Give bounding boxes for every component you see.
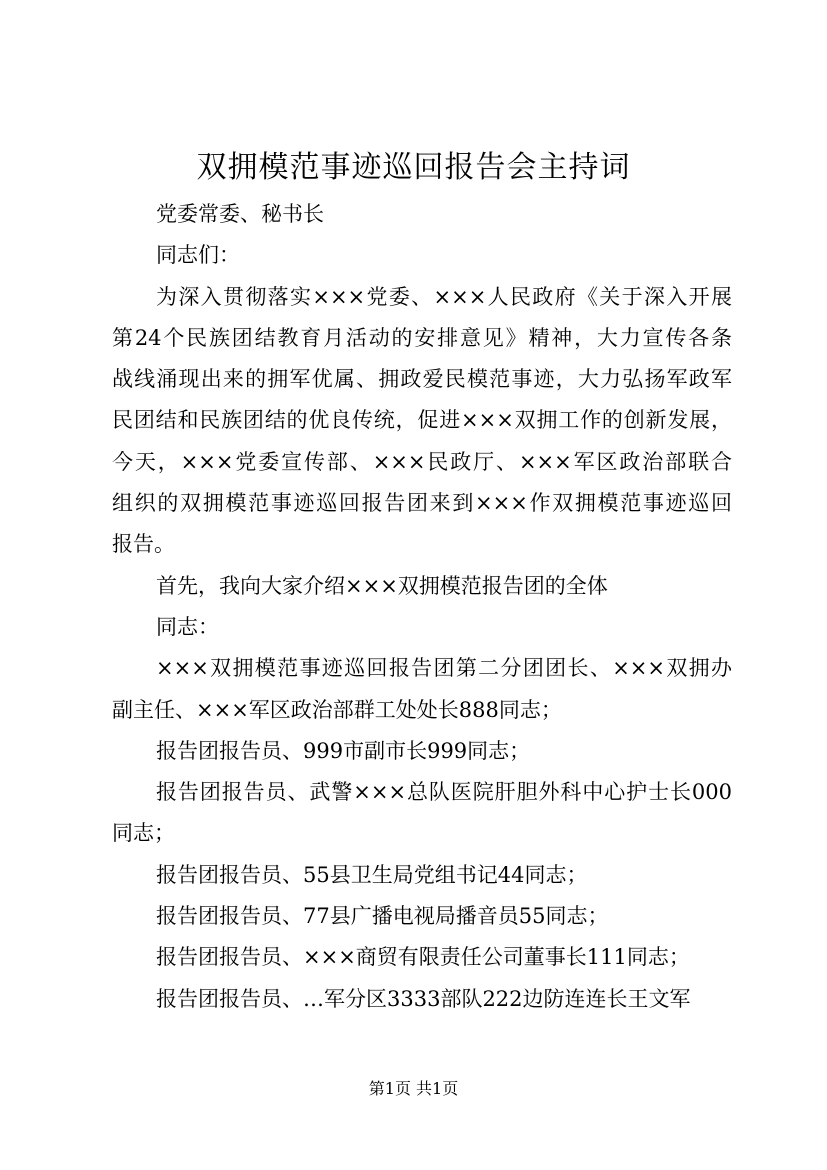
body-line: 报告团报告员、77县广播电视局播音员55同志； — [156, 904, 609, 929]
body-line: 副主任、×××军区政治部群工处处长888同志； — [112, 697, 562, 722]
body-line: 同志们： — [156, 243, 240, 268]
body-line: 报告。 — [112, 532, 175, 557]
body-line: 第24个民族团结教育月活动的安排意见》精神，大力宣传各条 — [112, 325, 732, 350]
body-line: 民团结和民族团结的优良传统，促进×××双拥工作的创新发展， — [112, 408, 732, 433]
body-line: 同志； — [112, 821, 175, 846]
document-title: 双拥模范事迹巡回报告会主持词 — [196, 150, 631, 185]
body-line: 为深入贯彻落实×××党委、×××人民政府《关于深入开展 — [156, 284, 732, 309]
body-line: 报告团报告员、999市副市长999同志； — [156, 738, 531, 763]
body-line: ×××双拥模范事迹巡回报告团第二分团团长、×××双拥办 — [156, 656, 732, 681]
body-line: 报告团报告员、武警×××总队医院肝胆外科中心护士长000 — [156, 780, 732, 805]
document-body — [112, 194, 732, 1020]
body-line: 报告团报告员、55县卫生局党组书记44同志； — [156, 862, 588, 887]
body-line: 同志： — [156, 614, 219, 639]
body-line: 报告团报告员、×××商贸有限责任公司董事长111同志； — [156, 945, 690, 970]
body-line: 今天，×××党委宣传部、×××民政厅、×××军区政治部联合 — [112, 449, 732, 474]
body-line: 党委常委、秘书长 — [156, 202, 324, 226]
body-line: 首先，我向大家介绍×××双拥模范报告团的全体 — [156, 573, 608, 598]
body-line: 报告团报告员、…军分区3333部队222边防连连长王文军 — [156, 986, 691, 1011]
body-line: 战线涌现出来的拥军优属、拥政爱民模范事迹，大力弘扬军政军 — [112, 367, 732, 392]
page-footer: 第1页 共1页 — [368, 1079, 459, 1098]
body-line: 组织的双拥模范事迹巡回报告团来到×××作双拥模范事迹巡回 — [112, 491, 732, 516]
